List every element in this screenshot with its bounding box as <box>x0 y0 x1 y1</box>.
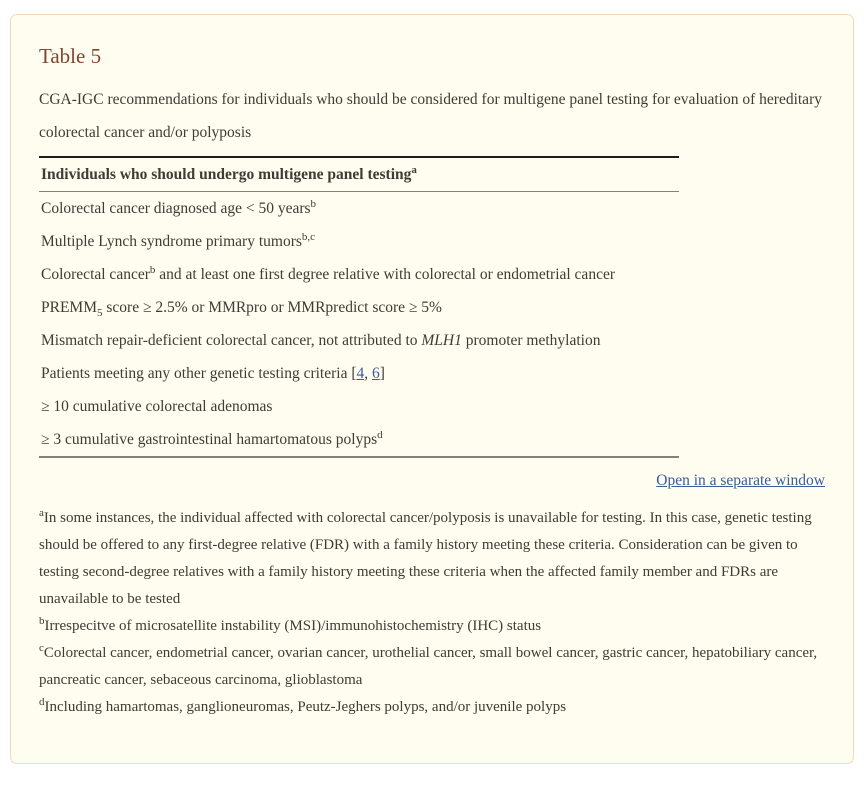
table-row <box>41 390 677 423</box>
text-segment: ≥ 10 cumulative colorectal adenomas <box>41 398 273 415</box>
text-segment: ≥ 3 cumulative gastrointestinal hamartomatous polyps <box>41 431 378 448</box>
citation-link[interactable]: 6 <box>372 365 380 382</box>
footnote-marker: d <box>39 696 45 708</box>
table-row <box>41 225 677 258</box>
table-row <box>41 423 677 456</box>
text-segment: score ≥ 2.5% or MMRpro or MMRpredict score ≥ 5% <box>102 299 442 316</box>
criteria-table <box>39 156 679 458</box>
table-title: Table 5 <box>39 44 102 68</box>
table-row <box>41 291 677 324</box>
text-segment: , <box>364 365 372 382</box>
text-segment: Colorectal cancer <box>41 266 150 283</box>
table-caption: CGA-IGC recommendations for individuals who should be considered for multigene panel testing for evaluation of hereditary colorectal cancer and/or polyposis <box>39 91 822 141</box>
table-card <box>10 14 854 764</box>
footnote-marker: b <box>149 263 156 276</box>
table-row <box>41 258 677 291</box>
footnote-marker: b <box>310 197 317 210</box>
open-separate-window-link[interactable]: Open in a separate window <box>656 472 825 489</box>
text-segment: Colorectal cancer diagnosed age < 50 years <box>41 200 311 217</box>
footnote-marker: d <box>377 428 383 441</box>
subscript: 5 <box>97 307 103 320</box>
footnotes <box>39 505 825 721</box>
table-row <box>41 192 677 225</box>
footnote-marker: a <box>411 163 417 176</box>
text-segment: ] <box>379 365 385 382</box>
open-separate-window-row <box>39 470 825 492</box>
table-header-row <box>39 156 679 192</box>
citation-link[interactable]: 4 <box>356 365 365 382</box>
text-segment: promoter methylation <box>461 332 601 349</box>
footnote: $^b$Irrespecitve of microsatellite instability (MSI)/immunohistochemistry (IHC) status <box>39 615 542 634</box>
gene-name: MLH1 <box>421 332 462 349</box>
footnote: $^d$Including hamartomas, ganglioneuromas, Peutz-Jeghers polyps, and/or juvenile polyps <box>39 696 567 715</box>
table-row <box>41 324 677 357</box>
text-segment: PREMM <box>41 299 97 316</box>
text-segment: and at least one first degree relative with colorectal or endometrial cancer <box>155 266 615 283</box>
footnote-marker: a <box>39 507 44 519</box>
table-body <box>39 192 679 458</box>
footnote-marker: c <box>39 642 44 654</box>
table-row <box>41 357 677 390</box>
footnote: $^c$Colorectal cancer, endometrial cancer, ovarian cancer, urothelial cancer, small bowel cancer, gastric cancer, hepatobiliary cancer, pancreatic cancer, sebaceous carcinoma, glioblastoma <box>39 642 818 688</box>
text-segment: Multiple Lynch syndrome primary tumors <box>41 233 302 250</box>
footnote-marker: b <box>39 615 45 627</box>
text-segment: Patients meeting any other genetic testing criteria [ <box>41 365 357 382</box>
text-segment: Mismatch repair-deficient colorectal cancer, not attributed to <box>41 332 422 349</box>
text-segment: Individuals who should undergo multigene panel testing <box>41 166 412 183</box>
footnote-marker: b,c <box>301 230 316 243</box>
footnote: $^a$In some instances, the individual affected with colorectal cancer/polyposis is unavailable for testing. In this case, genetic testing should be offered to any first-degree relative (FDR) with a family history meeting these criteria. Consideration can be given to testing second-degree relatives with a family history meeting these criteria when the affected family member and FDRs are unavailable to be tested <box>39 507 812 607</box>
